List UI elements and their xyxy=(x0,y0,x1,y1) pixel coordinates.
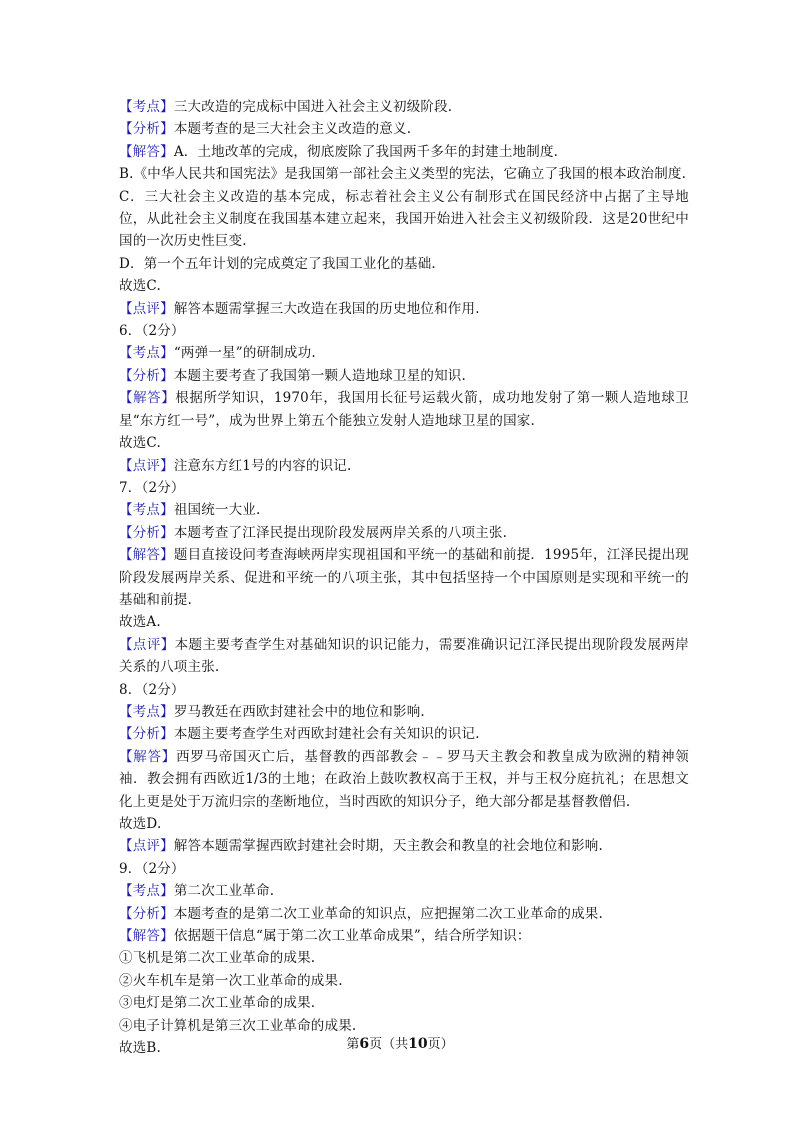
document-body xyxy=(119,96,689,1059)
section-tag: 【解答】 xyxy=(119,390,176,407)
footer-prefix: 第 xyxy=(346,1037,360,1052)
footer-page-number: 6 xyxy=(359,1036,370,1052)
block-text: B.《中华人民共和国宪法》是我国第一部社会主义类型的宪法，它确立了我国的根本政治制度. xyxy=(119,166,687,183)
text-block xyxy=(119,253,689,275)
block-text: 8．（2分） xyxy=(119,681,185,698)
text-block xyxy=(119,320,689,342)
block-text: 本题主要考查学生对基础知识的识记能力，需要准确识记江泽民提出现阶段发展两岸关系的八项主张. xyxy=(119,636,689,676)
section-tag: 【点评】 xyxy=(119,457,174,474)
block-text: 7．（2分） xyxy=(119,479,185,496)
section-tag: 【分析】 xyxy=(119,121,174,138)
section-tag: 【考点】 xyxy=(119,703,174,720)
text-block xyxy=(119,342,689,364)
text-block xyxy=(119,701,689,723)
text-block xyxy=(119,141,689,163)
block-text: 第二次工业革命. xyxy=(173,883,275,900)
text-block xyxy=(119,858,689,880)
section-tag: 【解答】 xyxy=(119,748,177,765)
section-tag: 【分析】 xyxy=(119,905,174,922)
text-block xyxy=(119,477,689,499)
text-block xyxy=(119,970,689,992)
text-block xyxy=(119,925,689,947)
block-text: 西罗马帝国灭亡后，基督教的西部教会﹣﹣罗马天主教会和教皇成为欧洲的精神领袖．教会拥有西欧近1/3的土地；在政治上鼓吹教权高于王权，并与王权分庭抗礼；在思想文化上更是处于万流归宗的垄断地位，当时西欧的知识分子，绝大部分都是基督教僧侣. xyxy=(119,748,689,810)
section-tag: 【解答】 xyxy=(119,143,174,160)
text-block xyxy=(119,813,689,835)
text-block xyxy=(119,163,689,185)
section-tag: 【点评】 xyxy=(119,636,175,653)
block-text: 解答本题需掌握西欧封建社会时期，天主教会和教皇的社会地位和影响. xyxy=(173,838,604,855)
section-tag: 【分析】 xyxy=(119,367,174,384)
text-block xyxy=(119,499,689,521)
text-block xyxy=(119,880,689,902)
text-block xyxy=(119,118,689,140)
block-text: A．土地改革的完成，彻底废除了我国两千多年的封建土地制度. xyxy=(173,143,559,160)
text-block xyxy=(119,634,689,679)
text-block xyxy=(119,455,689,477)
text-block xyxy=(119,186,689,253)
block-text: C．三大社会主义改造的基本完成，标志着社会主义公有制形式在国民经济中占据了主导地位，从此社会主义制度在我国基本建立起来，我国开始进入社会主义初级阶段．这是20世纪中国的一次历史性巨变. xyxy=(119,188,689,250)
block-text: 三大改造的完成标中国进入社会主义初级阶段. xyxy=(173,99,453,115)
text-block xyxy=(119,611,689,633)
section-tag: 【考点】 xyxy=(119,99,174,115)
block-text: 本题考查的是第二次工业革命的知识点，应把握第二次工业革命的成果. xyxy=(173,905,604,922)
block-text: 故选C. xyxy=(119,435,161,452)
text-block xyxy=(119,387,689,432)
text-block xyxy=(119,679,689,701)
section-tag: 【考点】 xyxy=(119,345,174,362)
footer-total-pages: 10 xyxy=(408,1036,428,1052)
text-block xyxy=(119,365,689,387)
block-text: 罗马教廷在西欧封建社会中的地位和影响. xyxy=(173,703,425,720)
block-text: 祖国统一大业. xyxy=(173,502,261,519)
text-block xyxy=(119,432,689,454)
section-tag: 【考点】 xyxy=(119,883,174,900)
text-block xyxy=(119,746,689,813)
block-text: 6．（2分） xyxy=(119,323,185,340)
text-block xyxy=(119,835,689,857)
text-block xyxy=(119,522,689,544)
block-text: 故选A. xyxy=(119,614,161,631)
section-tag: 【分析】 xyxy=(119,726,174,743)
block-text: 本题主要考查学生对西欧封建社会有关知识的识记. xyxy=(173,726,480,743)
block-text: 故选B. xyxy=(119,1040,162,1057)
block-text: 本题考查了江泽民提出现阶段发展两岸关系的八项主张. xyxy=(173,524,508,541)
text-block xyxy=(119,275,689,297)
block-text: 根据所学知识，1970年，我国用长征号运载火箭，成功地发射了第一颗人造地球卫星“东方红一号”，成为世界上第五个能独立发射人造地球卫星的国家. xyxy=(119,390,689,429)
block-text: 故选C. xyxy=(119,278,161,295)
text-block xyxy=(119,96,689,118)
text-block xyxy=(119,992,689,1014)
section-tag: 【解答】 xyxy=(119,928,174,945)
block-text: 本题主要考查了我国第一颗人造地球卫星的知识. xyxy=(173,367,467,384)
block-text: 题目直接设问考查海峡两岸实现祖国和平统一的基础和前提．1995年，江泽民提出现阶段发展两岸关系、促进和平统一的八项主张，其中包括坚持一个中国原则是实现和平统一的基础和前提. xyxy=(119,547,689,608)
section-tag: 【分析】 xyxy=(119,524,174,541)
block-text: 注意东方红1号的内容的识记. xyxy=(173,457,352,474)
text-block xyxy=(119,947,689,969)
section-tag: 【点评】 xyxy=(119,838,174,855)
page-footer xyxy=(0,1033,800,1052)
text-block xyxy=(119,723,689,745)
section-tag: 【解答】 xyxy=(119,547,174,564)
footer-suffix: 页） xyxy=(427,1037,454,1052)
block-text: ②火车机车是第一次工业革命的成果. xyxy=(119,972,343,989)
block-text: 本题考查的是三大社会主义改造的意义. xyxy=(173,121,412,138)
text-block xyxy=(119,298,689,320)
block-text: D．第一个五年计划的完成奠定了我国工业化的基础. xyxy=(119,255,436,272)
block-text: ①飞机是第二次工业革命的成果. xyxy=(119,950,316,967)
text-block xyxy=(119,544,689,611)
block-text: 故选D. xyxy=(119,816,162,832)
footer-middle: 页（共 xyxy=(369,1037,409,1052)
block-text: ③电灯是第二次工业革命的成果. xyxy=(119,995,316,1012)
block-text: “两弹一星”的研制成功. xyxy=(173,345,316,362)
text-block xyxy=(119,903,689,925)
block-text: ④电子计算机是第三次工业革命的成果. xyxy=(119,1017,357,1034)
block-text: 9．（2分） xyxy=(119,860,185,877)
section-tag: 【点评】 xyxy=(119,300,174,317)
block-text: 解答本题需掌握三大改造在我国的历史地位和作用. xyxy=(173,300,480,317)
section-tag: 【考点】 xyxy=(119,502,174,519)
block-text: 依据题干信息“属于第二次工业革命成果”，结合所学知识： xyxy=(173,928,531,945)
